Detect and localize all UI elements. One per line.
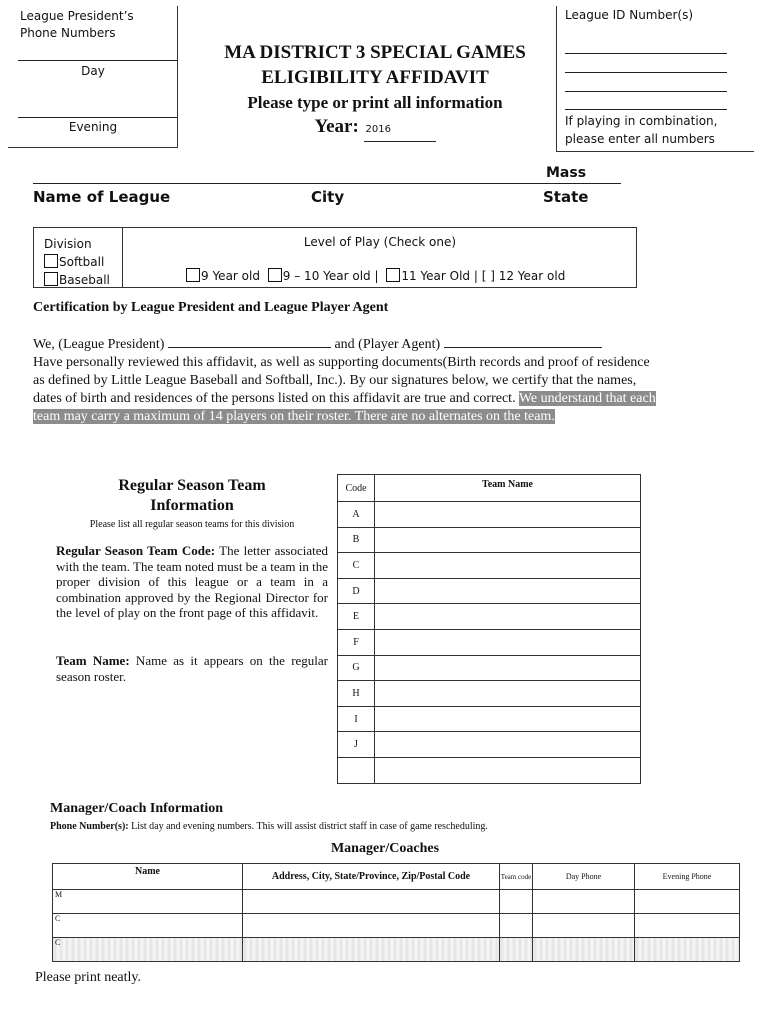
player-agent-name-field[interactable] (444, 336, 602, 348)
day-label: Day (81, 64, 105, 78)
league-id-title: League ID Number(s) (565, 8, 694, 22)
name-column-header: Name (53, 864, 243, 890)
manager-role-name-cell[interactable] (53, 890, 243, 914)
print-neatly-note: Please print neatly. (35, 970, 142, 985)
roster-limit-highlight-2: team may carry a maximum of 14 players on their roster. There are no alternates on the team. (33, 409, 555, 424)
manager-role-marker: M (55, 890, 63, 899)
player-agent-label: and (Player Agent) (330, 337, 444, 352)
certification-line-2: Have personally reviewed this affidavit, as well as supporting documents(Birth records and proof of residence (33, 355, 650, 370)
softball-checkbox[interactable] (44, 254, 58, 268)
team-name-term: Team Name: (56, 653, 130, 668)
league-info-line[interactable] (33, 183, 621, 184)
certification-line-3: as defined by Little League Baseball and Softball, Inc.). By our signatures below, we certify that the names, (33, 373, 637, 388)
evening-phone-cell[interactable] (635, 914, 740, 938)
team-name-cell[interactable] (375, 732, 641, 758)
team-name-cell[interactable] (375, 502, 641, 528)
day-phone-cell[interactable] (533, 914, 635, 938)
league-id-line-1[interactable] (565, 53, 727, 54)
league-id-box (556, 6, 754, 152)
form-subtitle: ELIGIBILITY AFFIDAVIT (261, 67, 489, 88)
level-9-checkbox[interactable] (186, 268, 200, 282)
regular-season-heading-1: Regular Season Team (118, 477, 266, 494)
form-instruction: Please type or print all information (247, 93, 503, 112)
team-name-column-header: Team Name (375, 475, 641, 502)
day-phone-line[interactable] (18, 60, 178, 61)
code-column-header: Code (338, 475, 375, 502)
level-9-10-checkbox[interactable] (268, 268, 282, 282)
state-value: Mass (546, 165, 587, 181)
manager-table-title: Manager/Coaches (330, 841, 440, 856)
softball-option[interactable] (44, 253, 110, 271)
manager-row (53, 914, 740, 938)
phone-numbers-desc: List day and evening numbers. This will assist district staff in case of game rescheduling. (128, 821, 488, 832)
certification-line-4 (33, 390, 753, 408)
team-code-cell[interactable] (500, 938, 533, 962)
team-code-cell: G (338, 655, 375, 681)
address-column-header: Address, City, State/Province, Zip/Postal Code (243, 864, 500, 890)
baseball-label: Baseball (59, 273, 110, 287)
team-name-cell[interactable] (375, 655, 641, 681)
manager-role-marker: C (55, 914, 61, 923)
team-row (338, 681, 641, 707)
roster-limit-highlight-1: We understand that each (518, 391, 656, 406)
league-name-label: Name of League (33, 188, 171, 206)
league-id-note: If playing in combination, please enter all numbers (565, 114, 718, 146)
level-11-12-label: 11 Year Old | [ ] 12 Year old (401, 269, 566, 283)
team-name-cell[interactable] (375, 757, 641, 783)
president-name-field[interactable] (168, 336, 331, 348)
league-id-line-4[interactable] (565, 109, 727, 110)
manager-row (53, 890, 740, 914)
president-label: We, (League President) (33, 337, 168, 352)
team-row (338, 502, 641, 528)
team-code-cell: C (338, 553, 375, 579)
team-row (338, 604, 641, 630)
manager-role-name-cell[interactable] (53, 914, 243, 938)
regular-season-heading (56, 476, 328, 516)
team-row (338, 527, 641, 553)
city-label: City (311, 188, 345, 206)
manager-heading: Manager/Coach Information (50, 801, 224, 816)
level-9-10-label: 9 – 10 Year old | (282, 269, 379, 283)
day-phone-column-header: Day Phone (533, 864, 635, 890)
evening-label: Evening (68, 120, 118, 134)
team-code-cell: F (338, 629, 375, 655)
team-code-cell (338, 757, 375, 783)
level-of-play-label: Level of Play (Check one) (303, 235, 457, 249)
team-row (338, 655, 641, 681)
team-code-description (56, 543, 328, 621)
year-label: Year: (314, 116, 359, 137)
team-code-cell: B (338, 527, 375, 553)
league-id-line-3[interactable] (565, 91, 727, 92)
certification-heading: Certification by League President and League Player Agent (33, 300, 389, 315)
team-name-cell[interactable] (375, 629, 641, 655)
team-code-cell: E (338, 604, 375, 630)
manager-table-header (53, 864, 740, 890)
evening-phone-cell[interactable] (635, 890, 740, 914)
certification-text (33, 336, 753, 426)
form-title: MA DISTRICT 3 SPECIAL GAMES (224, 42, 526, 63)
team-name-cell[interactable] (375, 578, 641, 604)
president-phone-box (8, 6, 178, 148)
phone-numbers-term: Phone Number(s): (50, 821, 129, 832)
address-cell[interactable] (243, 938, 500, 962)
manager-role-marker: C (55, 938, 61, 947)
manager-table (52, 863, 740, 962)
division-label: Division (44, 237, 92, 251)
manager-role-name-cell[interactable] (53, 938, 243, 962)
team-code-term: Regular Season Team Code: (56, 543, 216, 558)
team-name-description (56, 653, 328, 684)
address-cell[interactable] (243, 914, 500, 938)
division-box (33, 227, 637, 288)
regular-season-heading-2: Information (150, 497, 234, 514)
league-id-line-2[interactable] (565, 72, 727, 73)
team-code-cell: I (338, 706, 375, 732)
certification-line-1 (33, 336, 753, 354)
team-name-cell[interactable] (375, 604, 641, 630)
manager-row (53, 938, 740, 962)
team-row (338, 629, 641, 655)
team-code-cell[interactable] (500, 890, 533, 914)
team-row (338, 578, 641, 604)
team-table-header (338, 475, 641, 502)
team-name-cell[interactable] (375, 527, 641, 553)
level-options (186, 268, 565, 283)
team-name-cell[interactable] (375, 553, 641, 579)
address-cell[interactable] (243, 890, 500, 914)
evening-phone-column-header: Evening Phone (635, 864, 740, 890)
team-row (338, 732, 641, 758)
team-code-cell: D (338, 578, 375, 604)
team-code-cell: A (338, 502, 375, 528)
manager-phone-note (50, 821, 488, 832)
division-group (44, 235, 110, 289)
team-code-desc: The letter associated with the team. The team noted must be a team in the proper division of this league or a team in a combination approved by the Regional Director for the level of play on the front page of this affidavit. (56, 543, 328, 620)
state-label: State (543, 188, 589, 206)
team-name-cell[interactable] (375, 706, 641, 732)
team-name-desc: Name as it appears on the regular season roster. (56, 653, 329, 684)
level-9-label: 9 Year old (201, 269, 260, 283)
softball-label: Softball (59, 255, 105, 269)
team-table (337, 474, 641, 784)
team-row (338, 757, 641, 783)
level-11-checkbox[interactable] (386, 268, 400, 282)
baseball-checkbox[interactable] (44, 272, 58, 286)
form-header (190, 40, 560, 142)
evening-phone-cell[interactable] (635, 938, 740, 962)
year-row (190, 116, 560, 142)
year-value[interactable]: 2016 (364, 119, 436, 142)
evening-phone-line[interactable] (18, 117, 178, 118)
team-name-cell[interactable] (375, 681, 641, 707)
phone-box-title: League President’s Phone Numbers (20, 9, 134, 40)
team-code-cell[interactable] (500, 914, 533, 938)
team-code-cell: J (338, 732, 375, 758)
regular-season-subtitle: Please list all regular season teams for this division (89, 519, 295, 530)
day-phone-cell[interactable] (533, 938, 635, 962)
certification-line-5 (33, 408, 753, 426)
certification-line-4-text: dates of birth and residences of the persons listed on this affidavit are true and correct. (33, 391, 519, 406)
team-row (338, 706, 641, 732)
team-code-cell: H (338, 681, 375, 707)
team-row (338, 553, 641, 579)
day-phone-cell[interactable] (533, 890, 635, 914)
baseball-option[interactable] (44, 271, 110, 289)
team-code-column-header: Team code (500, 864, 533, 890)
